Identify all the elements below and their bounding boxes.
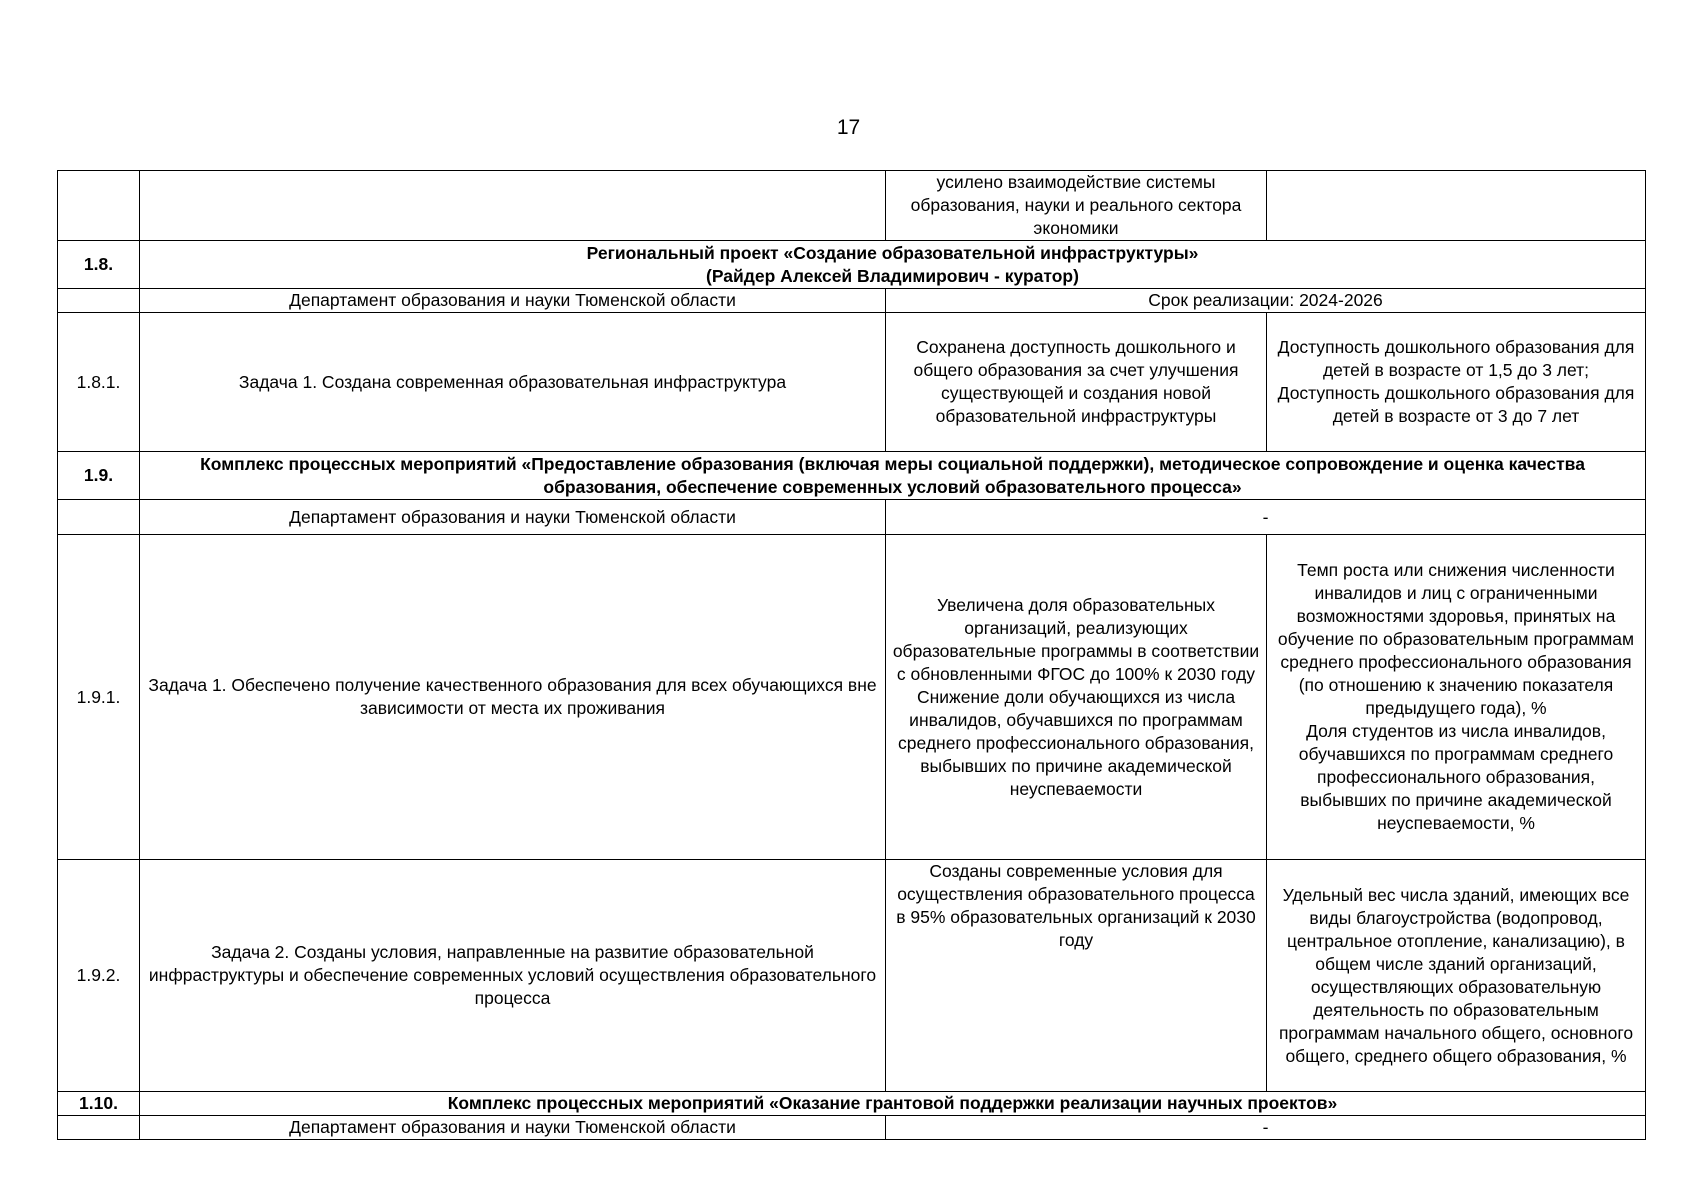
department-row — [58, 289, 1646, 313]
task-cell — [140, 171, 886, 241]
table-row — [58, 313, 1646, 452]
section-header-row — [58, 452, 1646, 500]
result-text: Увеличена доля образовательных организаций, реализующих образовательные программы в соответствии с обновленными ФГОС до 100% к 2030 году — [892, 594, 1260, 684]
result-cell: Сохранена доступность дошкольного и общего образования за счет улучшения существующей и создания новой образовательной инфраструктуры — [886, 313, 1267, 452]
term-cell: Срок реализации: 2024-2026 — [886, 289, 1646, 313]
program-table — [57, 170, 1646, 1140]
section-title: Комплекс процессных мероприятий «Оказание грантовой поддержки реализации научных проектов» — [140, 1092, 1646, 1116]
department-row — [58, 500, 1646, 535]
department-row — [58, 1116, 1646, 1140]
section-title-line: Региональный проект «Создание образовательной инфраструктуры» — [586, 242, 1199, 263]
section-number: 1.8. — [58, 241, 140, 289]
indicator-cell — [1267, 171, 1646, 241]
table-row — [58, 535, 1646, 860]
indicator-text: Доступность дошкольного образования для детей в возрасте от 1,5 до 3 лет; — [1277, 337, 1635, 380]
indicator-cell — [1267, 313, 1646, 452]
department-cell: Департамент образования и науки Тюменской области — [140, 289, 886, 313]
number-cell — [58, 171, 140, 241]
number-cell — [58, 1116, 140, 1140]
result-text: Снижение доли обучающихся из числа инвалидов, обучавшихся по программам среднего профессионального образования, выбывших по причине академической неуспеваемости — [897, 686, 1255, 799]
page-number: 17 — [836, 116, 861, 139]
section-number: 1.9. — [58, 452, 140, 500]
department-cell: Департамент образования и науки Тюменской области — [140, 1116, 886, 1140]
number-cell — [58, 289, 140, 313]
task-number: 1.9.2. — [58, 860, 140, 1092]
section-title: Комплекс процессных мероприятий «Предоставление образования (включая меры социальной поддержки), методическое сопровождение и оценка качества образования, обеспечение современных условий образовательного процесса» — [140, 452, 1646, 500]
section-header-row — [58, 241, 1646, 289]
result-cell — [886, 535, 1267, 860]
section-header-row — [58, 1092, 1646, 1116]
task-number: 1.9.1. — [58, 535, 140, 860]
result-cell: Созданы современные условия для осуществления образовательного процесса в 95% образовательных организаций к 2030 году — [886, 860, 1267, 1092]
term-cell: - — [886, 500, 1646, 535]
task-cell: Задача 1. Обеспечено получение качественного образования для всех обучающихся вне зависимости от места их проживания — [140, 535, 886, 860]
task-cell: Задача 1. Создана современная образовательная инфраструктура — [140, 313, 886, 452]
number-cell — [58, 500, 140, 535]
indicator-cell: Удельный вес числа зданий, имеющих все виды благоустройства (водопровод, центральное отопление, канализацию), в общем числе зданий организаций, осуществляющих образовательную деятельность по образовательным программам начального общего, основного общего, среднего общего образования, % — [1267, 860, 1646, 1092]
table-row — [58, 860, 1646, 1092]
section-curator-line: (Райдер Алексей Владимирович - куратор) — [706, 265, 1079, 286]
section-title — [140, 241, 1646, 289]
section-number: 1.10. — [58, 1092, 140, 1116]
task-cell: Задача 2. Созданы условия, направленные на развитие образовательной инфраструктуры и обеспечение современных условий осуществления образовательного процесса — [140, 860, 886, 1092]
task-number: 1.8.1. — [58, 313, 140, 452]
indicator-text: Темп роста или снижения численности инвалидов и лиц с ограниченными возможностями здоровья, принятых на обучение по образовательным программам среднего профессионального образования (по отношению к значению показателя предыдущего года), % — [1277, 560, 1635, 718]
indicator-cell — [1267, 535, 1646, 860]
indicator-text: Доступность дошкольного образования для детей в возрасте от 3 до 7 лет — [1277, 383, 1635, 426]
result-cell: усилено взаимодействие системы образования, науки и реального сектора экономики — [886, 171, 1267, 241]
department-cell: Департамент образования и науки Тюменской области — [140, 500, 886, 535]
indicator-text: Доля студентов из числа инвалидов, обучавшихся по программам среднего профессионального образования, выбывших по причине академической неуспеваемости, % — [1298, 721, 1614, 833]
term-cell: - — [886, 1116, 1646, 1140]
table-row — [58, 171, 1646, 241]
